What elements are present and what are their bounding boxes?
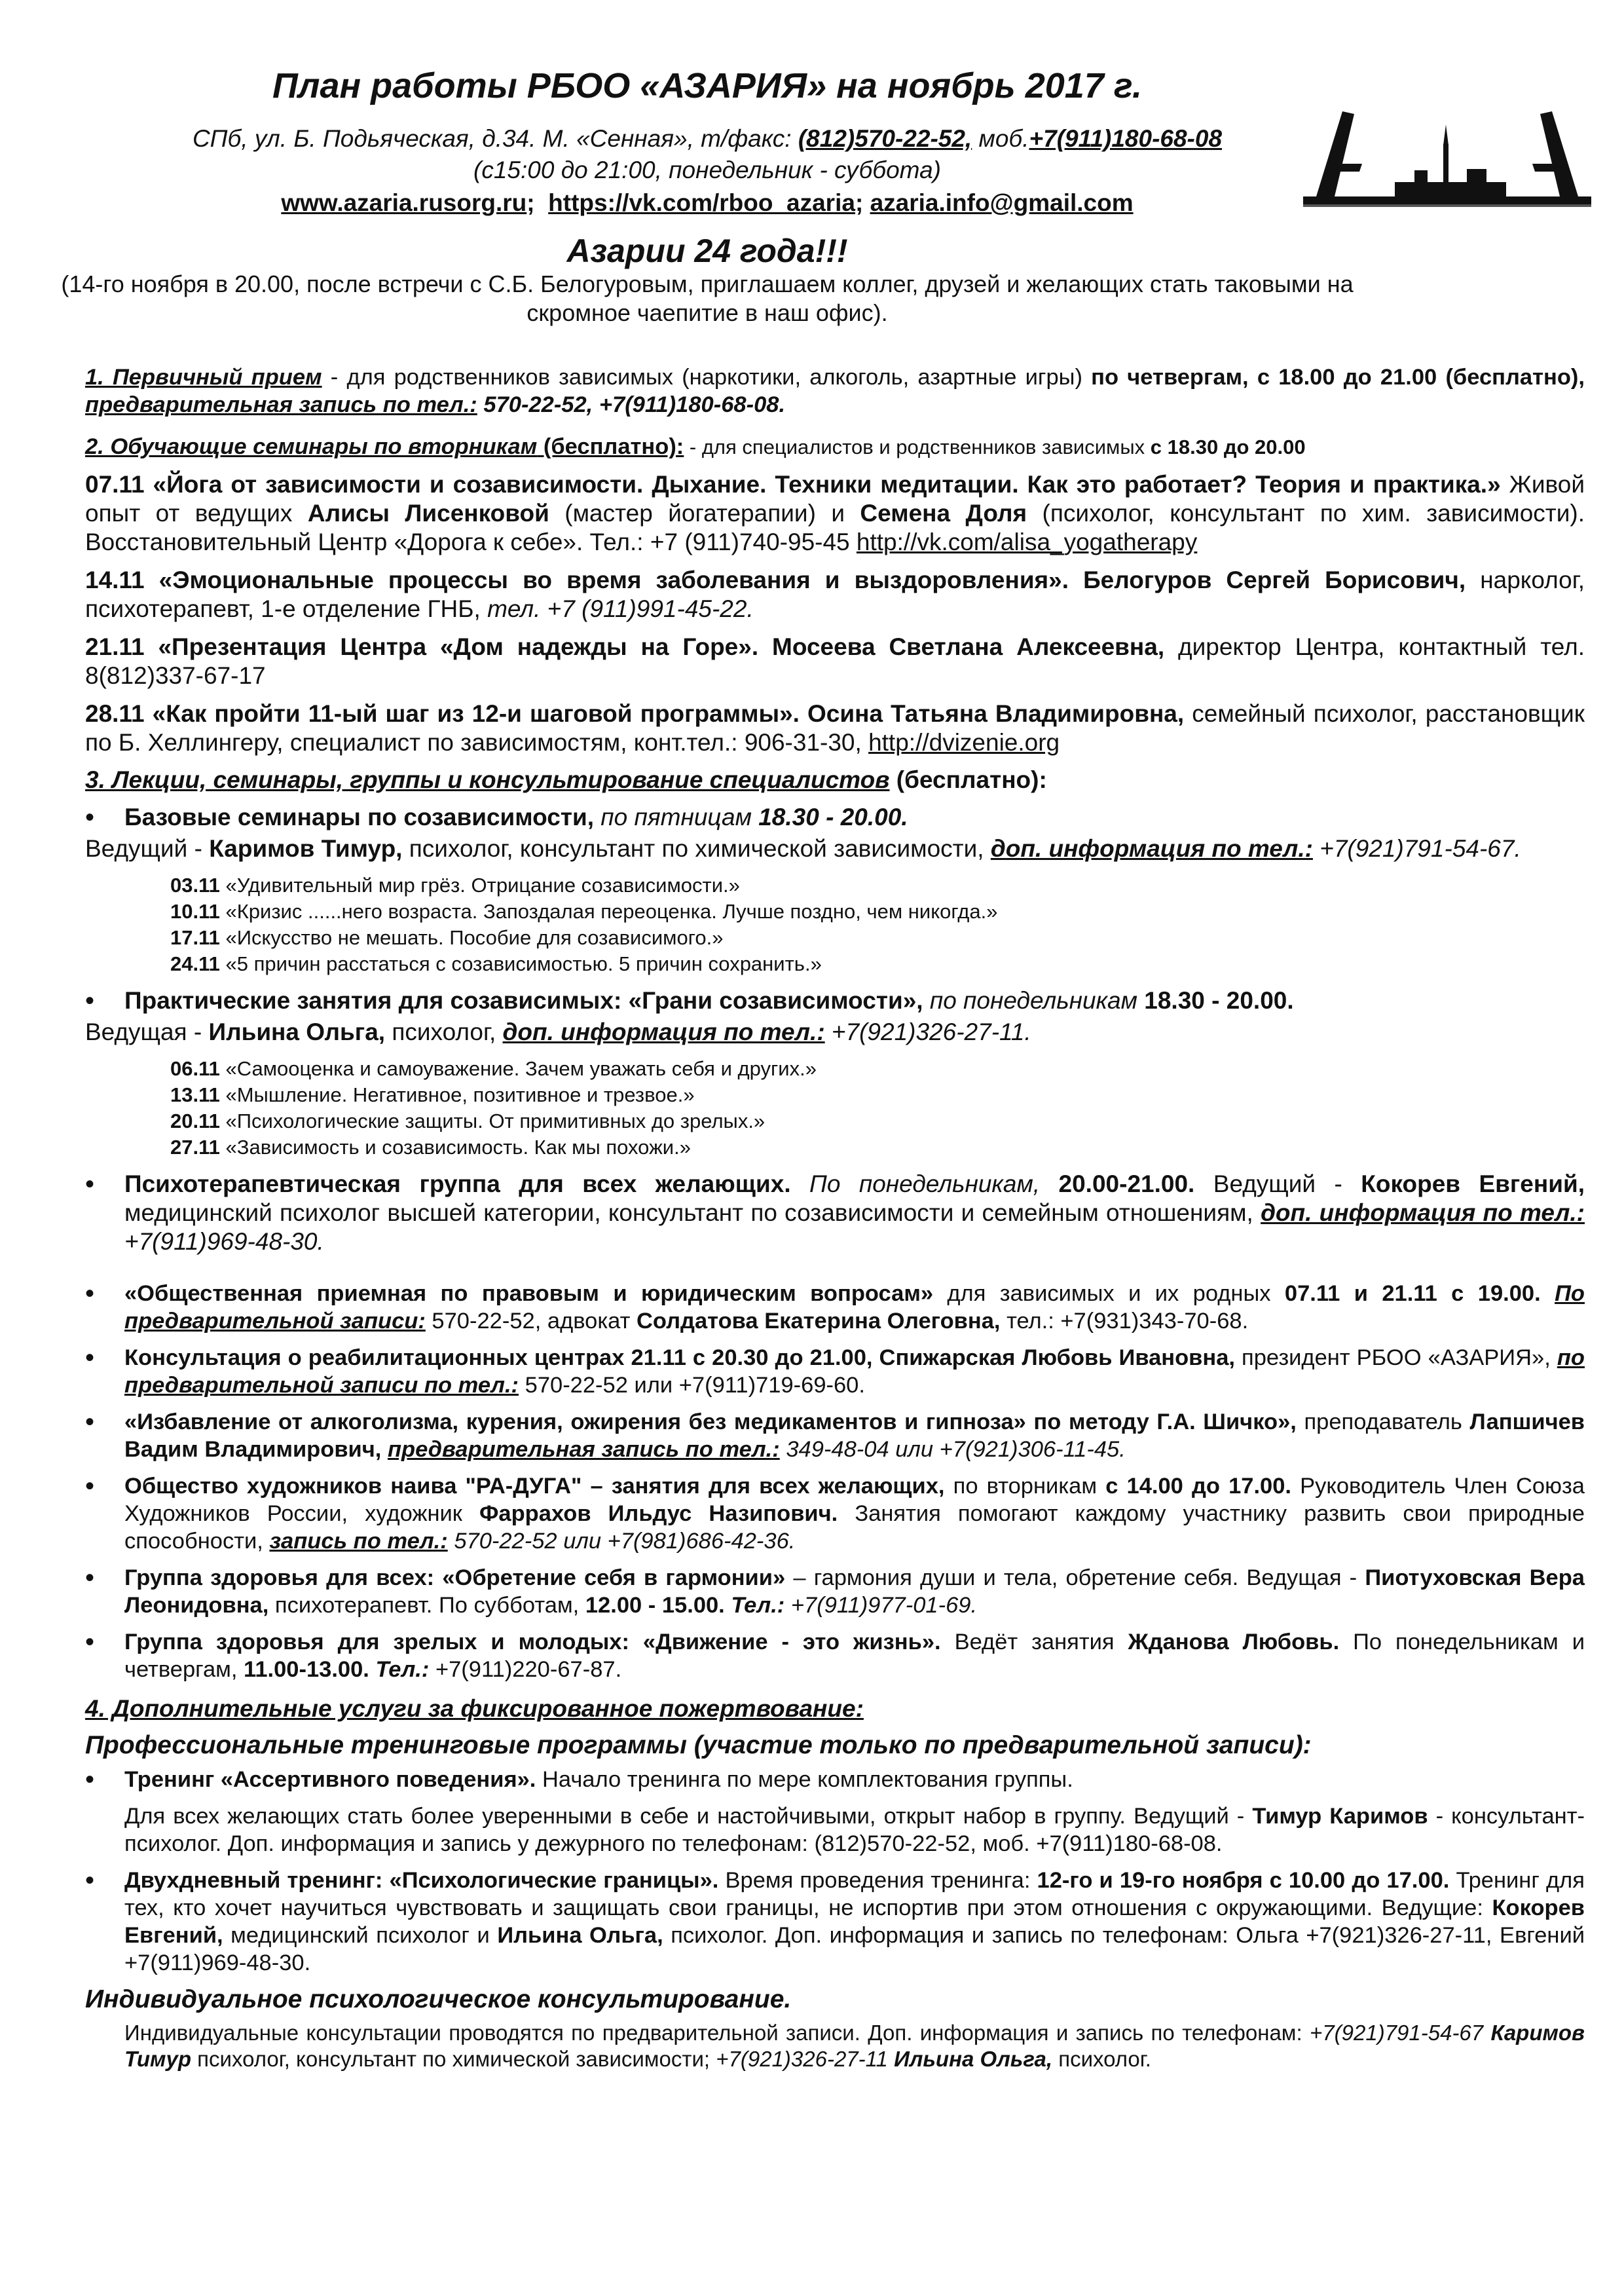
list-item: 24.11 «5 причин расстаться с созависимостью. 5 причин сохранить.» [170,952,822,975]
seminar-21-11: 21.11 «Презентация Центра «Дом надежды на Горе». Мосеева Светлана Алексеевна, директор Центра, контактный тел. 8(812)337-67-17 [85,633,1585,689]
list-item-basic-seminars: • Базовые семинары по созависимости, по пятницам 18.30 - 20.00. [85,803,1585,832]
vk-link[interactable]: https://vk.com/rboo_azaria [548,189,855,216]
seminar-28-11: 28.11 «Как пройти 11-ый шаг из 12-и шаговой программы». Осина Татьяна Владимировна, семейный психолог, расстановщик по Б. Хеллингеру, специалист по зависимостям, конт.тел.: 906-31-30, http://dvizenie.org [85,700,1585,756]
email-link[interactable]: azaria.info@gmail.com [870,189,1134,216]
list-item-psychotherapy-group: • Психотерапевтическая группа для всех желающих. По понедельникам, 20.00-21.00. Ведущий - Кокорев Евгений, медицинский психолог высшей категории, консультант по созависимости и семейным отношениям, доп. информация по тел.: +7(911)969-48-30. [85,1170,1585,1256]
list-item-boundaries-training: • Двухдневный тренинг: «Психологические границы». Время проведения тренинга: 12-го и 19-го ноября с 10.00 до 17.00. Тренинг для тех, кто хочет научиться чувствовать и защищать свои границы, не испортив при этом отношения с окружающими. Ведущие: Кокорев Евгений, медицинский психолог и Ильина Ольга, психолог. Доп. информация и запись по телефонам: Ольга +7(921)326-27-11, Евгений +7(911)969-48-30. [85,1867,1585,1977]
list-item-health-group-movement: • Группа здоровья для зрелых и молодых: «Движение - это жизнь». Ведёт занятия Жданова Любовь. По понедельникам и четвергам, 11.00-13.00. Тел.: +7(911)220-67-87. [85,1628,1585,1683]
header [52,65,1362,327]
drawbridge-logo-icon [1303,98,1591,210]
list-item: 13.11 «Мышление. Негативное, позитивное и трезвое.» [170,1083,695,1106]
office-hours: (с15:00 до 21:00, понедельник - суббота) [473,157,941,183]
phone-number: (812)570-22-52, [798,125,972,152]
section-4-header [85,1695,1585,1723]
practical-classes-host: Ведущая - Ильина Ольга, психолог, доп. информация по тел.: +7(921)326-27-11. [85,1018,1031,1045]
section-3-heading: 3. Лекции, семинары, группы и консультирование специалистов [85,766,890,793]
page-title: План работы РБОО «АЗАРИЯ» на ноябрь 2017 г. [272,66,1142,105]
trainings-subheading: Профессиональные тренинговые программы (участие только по предварительной записи): [85,1731,1312,1759]
list-item: 06.11 «Самооценка и самоуважение. Зачем уважать себя и других.» [170,1057,817,1080]
site-link[interactable]: www.azaria.rusorg.ru [281,189,527,216]
list-item-legal-reception: • «Общественная приемная по правовым и юридическим вопросам» для зависимых и их родных 07.11 и 21.11 с 19.00. По предварительной записи: 570-22-52, адвокат Солдатова Екатерина Олеговна, тел.: +7(931)343-70-68. [85,1280,1585,1335]
anniversary-note: (14-го ноября в 20.00, после встречи с С.Б. Белогуровым, приглашаем коллег, друзей и желающих стать таковыми на скромное чаепитие в наш офис). [61,271,1354,326]
list-item: 10.11 «Кризис ......него возраста. Запоздалая переоценка. Лучше поздно, чем никогда.» [170,900,998,923]
address-line: СПб, ул. Б. Подьяческая, д.34. М. «Сенная», т/факс: (812)570-22-52, моб.+7(911)180-68-08 [192,125,1223,152]
list-item: 20.11 «Психологические защиты. От примитивных до зрелых.» [170,1110,766,1132]
list-item: 03.11 «Удивительный мир грёз. Отрицание созависимости.» [170,874,740,897]
section-3-header: 3. Лекции, семинары, группы и консультирование специалистов (бесплатно): [85,766,1047,793]
list-item-rehab-consultation: • Консультация о реабилитационных центрах 21.11 с 20.30 до 21.00, Спижарская Любовь Ивановна, президент РБОО «АЗАРИЯ», по предварительной записи по тел.: 570-22-52 или +7(911)719-69-60. [85,1344,1585,1399]
seminar-07-11: 07.11 «Йога от зависимости и созависимости. Дыхание. Техники медитации. Как это работает? Теория и практика.» Живой опыт от ведущих Алисы Лисенковой (мастер йогатерапии) и Семена Доля (психолог, консультант по хим. зависимости). Восстановительный Центр «Дорога к себе». Тел.: +7 (911)740-95-45 http://vk.com/alisa_yogatherapy [85,471,1585,555]
section-2-header: 2. Обучающие семинары по вторникам (бесплатно): - для специалистов и родственников зависимых с 18.30 до 20.00 [85,434,1306,459]
links-line: www.azaria.rusorg.ru; https://vk.com/rboo_azaria; azaria.info@gmail.com [281,189,1134,216]
content [85,364,1585,2081]
practical-classes-schedule [170,1056,1585,1161]
individual-counseling-details: Индивидуальные консультации проводятся по предварительной записи. Доп. информация и запись по телефонам: +7(921)791-54-67 Каримов Тимур психолог, консультант по химической зависимости; +7(921)326-27-11 Ильина Ольга, психолог. [124,2021,1585,2071]
list-item-artists-society: • Общество художников наива "РА-ДУГА" – занятия для всех желающих, по вторникам с 14.00 до 17.00. Руководитель Член Союза Художников России, художник Фаррахов Ильдус Назипович. Занятия помогают каждому участнику развить свои природные способности, запись по тел.: 570-22-52 или +7(981)686-42-36. [85,1472,1585,1555]
assertive-training-details: Для всех желающих стать более уверенными в себе и настойчивыми, открыт набор в группу. Ведущий - Тимур Каримов - консультант-психолог. Доп. информация и запись у дежурного по телефонам: (812)570-22-52, моб. +7(911)180-68-08. [124,1804,1585,1856]
list-item-shichko-method: • «Избавление от алкоголизма, курения, ожирения без медикаментов и гипноза» по методу Г.А. Шичко», преподаватель Лапшичев Вадим Владимирович, предварительная запись по тел.: 349-48-04 или +7(921)306-11-45. [85,1408,1585,1463]
individual-counseling-subheading: Индивидуальное психологическое консультирование. [85,1985,792,2013]
basic-seminars-schedule [170,872,1585,977]
basic-seminars-host: Ведущий - Каримов Тимур, психолог, консультант по химической зависимости, доп. информация по тел.: +7(921)791-54-67. [85,835,1521,862]
list-item: 17.11 «Искусство не мешать. Пособие для созависимого.» [170,926,724,949]
list-item: 27.11 «Зависимость и созависимость. Как мы похожи.» [170,1136,691,1159]
list-item-assertive-training: • Тренинг «Ассертивного поведения». Начало тренинга по мере комплектования группы. [85,1766,1585,1793]
list-item-health-group-harmony: • Группа здоровья для всех: «Обретение себя в гармонии» – гармония души и тела, обретение себя. Ведущая - Пиотуховская Вера Леонидовна, психотерапевт. По субботам, 12.00 - 15.00. Тел.: +7(911)977-01-69. [85,1564,1585,1619]
seminar-14-11: 14.11 «Эмоциональные процессы во время заболевания и выздоровления». Белогуров Сергей Борисович, нарколог, психотерапевт, 1-е отделение ГНБ, тел. +7 (911)991-45-22. [85,567,1585,622]
mobile-number: +7(911)180-68-08 [1029,125,1223,152]
yoga-link[interactable]: http://vk.com/alisa_yogatherapy [856,529,1198,555]
section-1: 1. Первичный прием - для родственников зависимых (наркотики, алкоголь, азартные игры) по четвергам, с 18.00 до 21.00 (бесплатно), предварительная запись по тел.: 570-22-52, +7(911)180-68-08. [85,365,1585,417]
section-4-heading: 4. Дополнительные услуги за фиксированное пожертвование: [85,1695,864,1722]
list-item-practical-classes: • Практические занятия для созависимых: «Грани созависимости», по понедельникам 18.30 - 20.00. [85,986,1585,1015]
anniversary-heading: Азарии 24 года!!! [566,233,848,269]
section-1-heading: 1. Первичный прием [85,365,322,390]
section-2-heading: 2. Обучающие семинары по вторникам [85,434,538,459]
dvizenie-link[interactable]: http://dvizenie.org [868,729,1060,756]
